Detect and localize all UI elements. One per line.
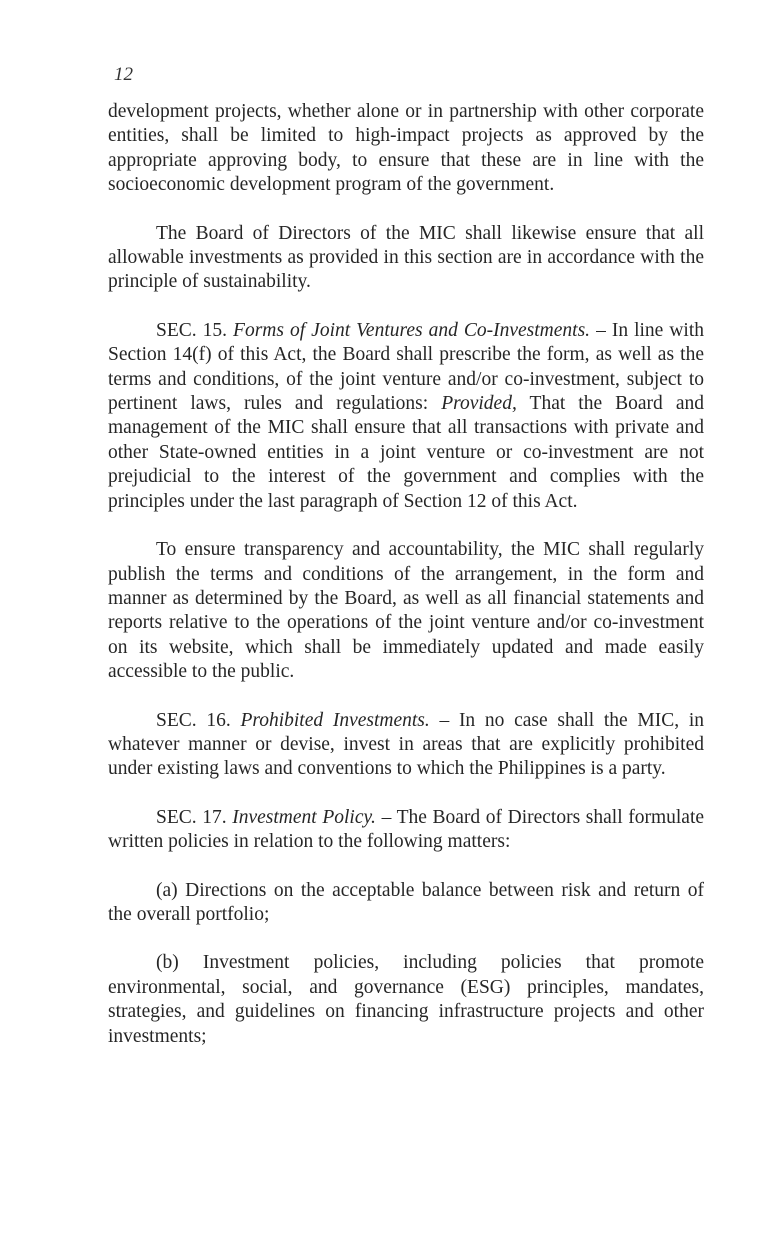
section-15-body-b: That the Board and management of the MIC shall ensure that all transactions with private and other State-owned entities in a joint venture or co-investment are not prejudicial to the interest of the government and complies with the principles under the last paragraph of Section 12 of this Act. (108, 393, 704, 512)
section-15 (108, 319, 704, 514)
section-16-title: Prohibited Investments. (240, 709, 430, 731)
section-16-body: – In no case shall the MIC, in whatever manner or devise, invest in areas that are explicitly prohibited under existing laws and conventions to which the Philippines is a party. (108, 709, 705, 780)
paragraph-continuation: development projects, whether alone or in partnership with other corporate entities, shall be limited to high-impact projects as approved by the appropriate approving body, to ensure that these are in line with the socioeconomic development program of the government. (108, 101, 704, 196)
list-item-a: (a) Directions on the acceptable balance between risk and return of the overall portfolio; (108, 879, 704, 925)
section-15-proviso: Provided, (441, 393, 517, 415)
list-item-b: (b) Investment policies, including policies that promote environmental, social, and governance (ESG) principles, mandates, strategies, and guidelines on financing infrastructure projects and other investments; (108, 952, 704, 1047)
paragraph-transparency: To ensure transparency and accountability, the MIC shall regularly publish the terms and conditions of the arrangement, in the form and manner as determined by the Board, as well as all financial statements and reports relative to the operations of the joint venture and/or co-investment on its website, which shall be immediately updated and made easily accessible to the public. (108, 539, 704, 683)
section-15-number: SEC. 15. (156, 319, 228, 341)
paragraph-sustainability: The Board of Directors of the MIC shall likewise ensure that all allowable investments as provided in this section are in accordance with the principle of sustainability. (108, 222, 704, 293)
page-number: 12 (114, 64, 133, 85)
section-15-title: Forms of Joint Ventures and Co-Investments. (233, 319, 591, 341)
section-17-number: SEC. 17. (156, 806, 227, 828)
section-17-title: Investment Policy. (232, 806, 376, 828)
section-17 (108, 806, 704, 855)
section-17-body: – The Board of Directors shall formulate written policies in relation to the following matters: (108, 806, 705, 853)
section-15-body-a: – In line with Section 14(f) of this Act, the Board shall prescribe the form, as well as the terms and conditions, of the joint venture and/or co-investment, subject to pertinent laws, rules and regulations: (108, 319, 704, 415)
section-16-number: SEC. 16. (156, 709, 231, 731)
page-body (108, 100, 704, 1049)
section-16 (108, 709, 704, 782)
